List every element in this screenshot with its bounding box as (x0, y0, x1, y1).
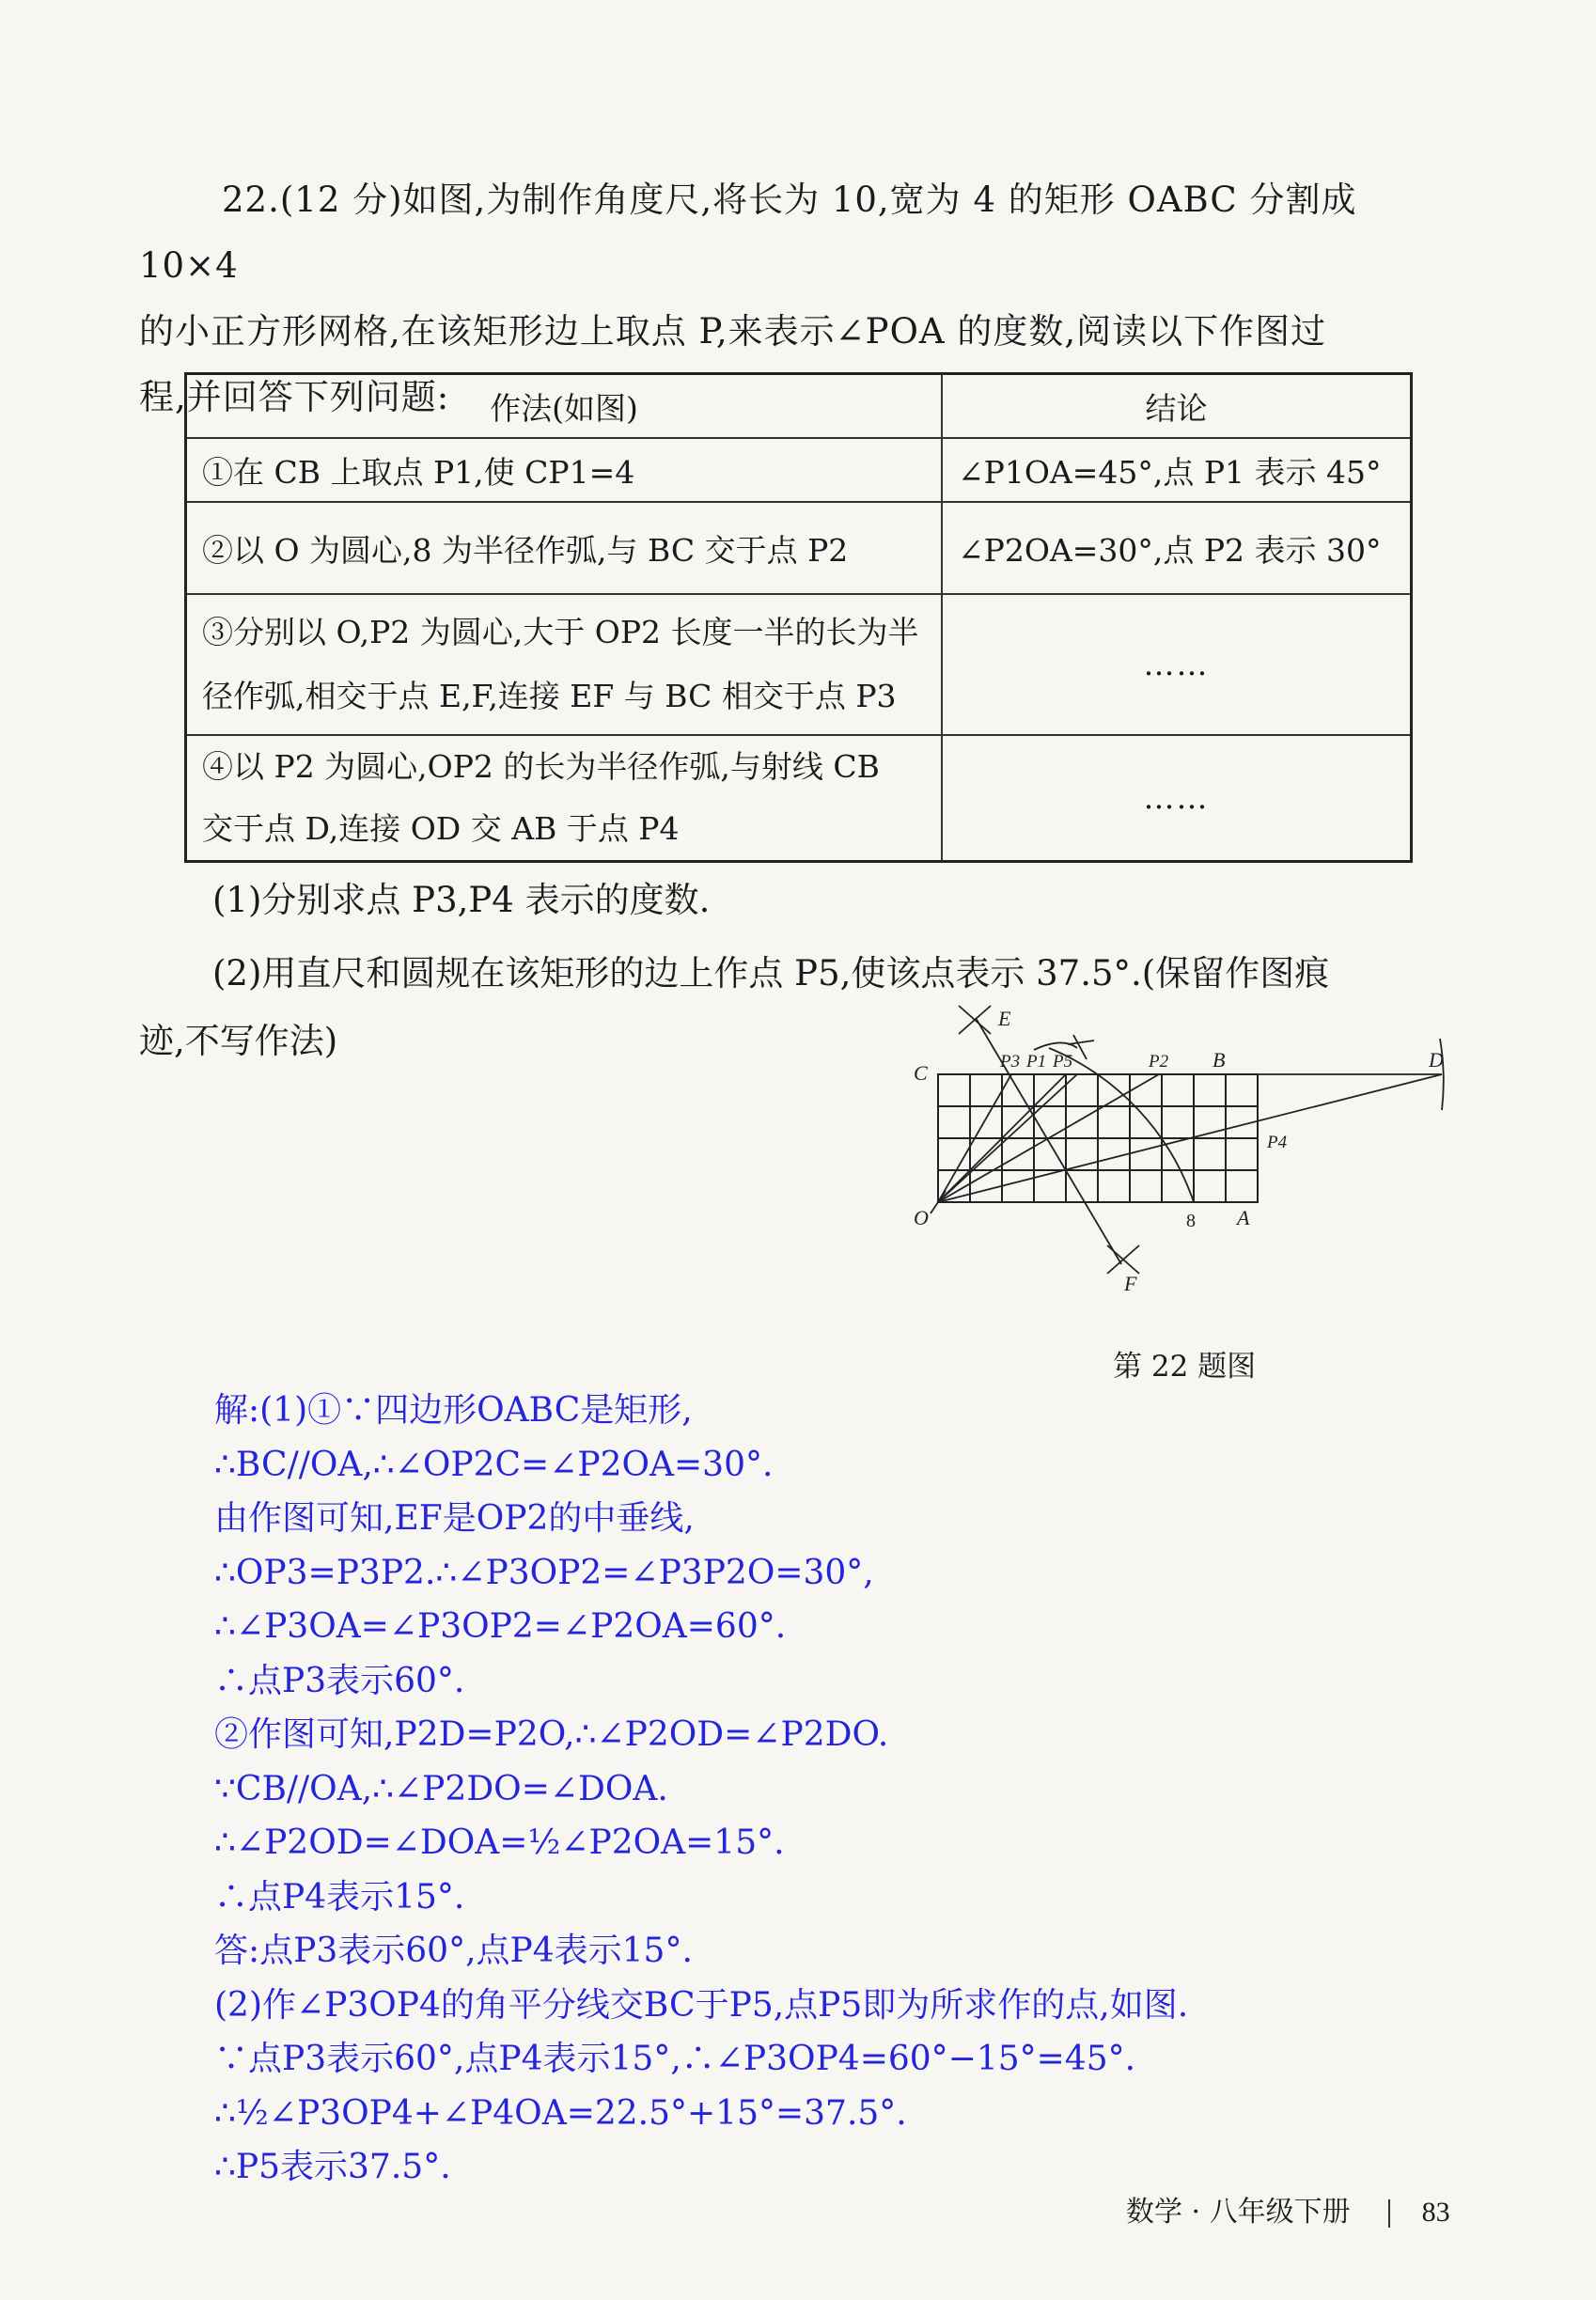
geometry-figure (902, 992, 1481, 1316)
method-line: 径作弧,相交于点 E,F,连接 EF 与 BC 相交于点 P3 (202, 678, 897, 714)
table-header-method: 作法(如图) (186, 374, 943, 439)
method-cell (186, 594, 943, 735)
method-table (184, 372, 1413, 863)
arc-mark-f (1107, 1245, 1139, 1274)
solution-line: ∵点P3表示60°,点P4表示15°,∴∠P3OP4=60°−15°=45°. (214, 2040, 1136, 2078)
solution-line: ∴P5表示37.5°. (214, 2148, 451, 2186)
solution (214, 1384, 1436, 2195)
solution-line: ②作图可知,P2D=P2O,∴∠P2OD=∠P2DO. (214, 1715, 889, 1754)
table-row (186, 594, 1412, 735)
label-p3: P3 (1000, 1052, 1021, 1072)
label-c: C (914, 1061, 928, 1085)
label-d: D (1429, 1048, 1444, 1072)
label-eight: 8 (1186, 1211, 1196, 1231)
method-line: ④以 P2 为圆心,OP2 的长为半径作弧,与射线 CB (202, 748, 880, 785)
solution-line: ∴½∠P3OP4+∠P4OA=22.5°+15°=37.5°. (214, 2093, 907, 2133)
label-p2: P2 (1149, 1052, 1169, 1072)
solution-line: ∴点P3表示60°. (214, 1661, 465, 1700)
problem-line-3: 程,并回答下列问题: (139, 377, 450, 417)
question-2-line-1: (2)用直尺和圆规在该矩形的边上作点 P5,使该点表示 37.5°.(保留作图痕 (212, 953, 1330, 994)
label-a: A (1237, 1206, 1250, 1229)
problem-line-2: 的小正方形网格,在该矩形边上取点 P,来表示∠POA 的度数,阅读以下作图过 (139, 311, 1327, 352)
table-header-result: 结论 (942, 374, 1412, 439)
method-line: ③分别以 O,P2 为圆心,大于 OP2 长度一半的长为半 (202, 614, 919, 650)
result-cell: ∠P2OA=30°,点 P2 表示 30° (942, 502, 1412, 594)
label-p4: P4 (1267, 1133, 1288, 1152)
figure-caption: 第 22 题图 (1113, 1350, 1257, 1384)
solution-line: ∵CB//OA,∴∠P2DO=∠DOA. (214, 1769, 668, 1808)
table-row (186, 502, 1412, 594)
solution-line: ∴BC//OA,∴∠OP2C=∠P2OA=30°. (214, 1445, 774, 1484)
label-e: E (998, 1007, 1011, 1030)
method-cell: ②以 O 为圆心,8 为半径作弧,与 BC 交于点 P2 (186, 502, 943, 594)
table-row (186, 735, 1412, 862)
page-number: 83 (1421, 2197, 1450, 2228)
label-p1: P1 (1026, 1052, 1047, 1072)
result-cell: ∠P1OA=45°,点 P1 表示 45° (942, 438, 1412, 502)
arc-mark-e (959, 1006, 991, 1034)
label-b: B (1213, 1048, 1226, 1072)
solution-line: (2)作∠P3OP4的角平分线交BC于P5,点P5即为所求作的点,如图. (214, 1985, 1189, 2025)
solution-line: ∴∠P2OD=∠DOA=½∠P2OA=15°. (214, 1823, 785, 1862)
question-1: (1)分别求点 P3,P4 表示的度数. (212, 880, 711, 920)
method-line: 交于点 D,连接 OD 交 AB 于点 P4 (202, 810, 680, 847)
solution-line: 答:点P3表示60°,点P4表示15°. (214, 1932, 693, 1970)
result-cell: …… (942, 594, 1412, 735)
table-row (186, 438, 1412, 502)
method-cell (186, 735, 943, 862)
solution-line: ∴∠P3OA=∠P3OP2=∠P2OA=60°. (214, 1607, 787, 1646)
method-cell: ①在 CB 上取点 P1,使 CP1=4 (186, 438, 943, 502)
label-f: F (1124, 1272, 1137, 1295)
label-p5: P5 (1053, 1052, 1073, 1072)
line-ef (976, 1018, 1121, 1264)
label-o: O (914, 1206, 929, 1229)
result-cell: …… (942, 735, 1412, 862)
problem-line-1: 22.(12 分)如图,为制作角度尺,将长为 10,宽为 4 的矩形 OABC 分割成 10×4 (139, 180, 1357, 286)
solution-line: ∴OP3=P3P2.∴∠P3OP2=∠P3P2O=30°, (214, 1553, 874, 1592)
construction-lines (931, 1006, 1444, 1274)
book-title: 数学 · 八年级下册 (1126, 2196, 1351, 2229)
footer-divider (1388, 2199, 1390, 2228)
solution-line: ∴点P4表示15°. (214, 1877, 465, 1917)
solution-line: 解:(1)①∵四边形OABC是矩形, (214, 1391, 693, 1430)
page-footer (1126, 2188, 1450, 2230)
question-2-line-2: 迹,不写作法) (139, 1021, 338, 1061)
solution-line: 由作图可知,EF是OP2的中垂线, (214, 1499, 695, 1538)
grid (938, 1074, 1258, 1202)
